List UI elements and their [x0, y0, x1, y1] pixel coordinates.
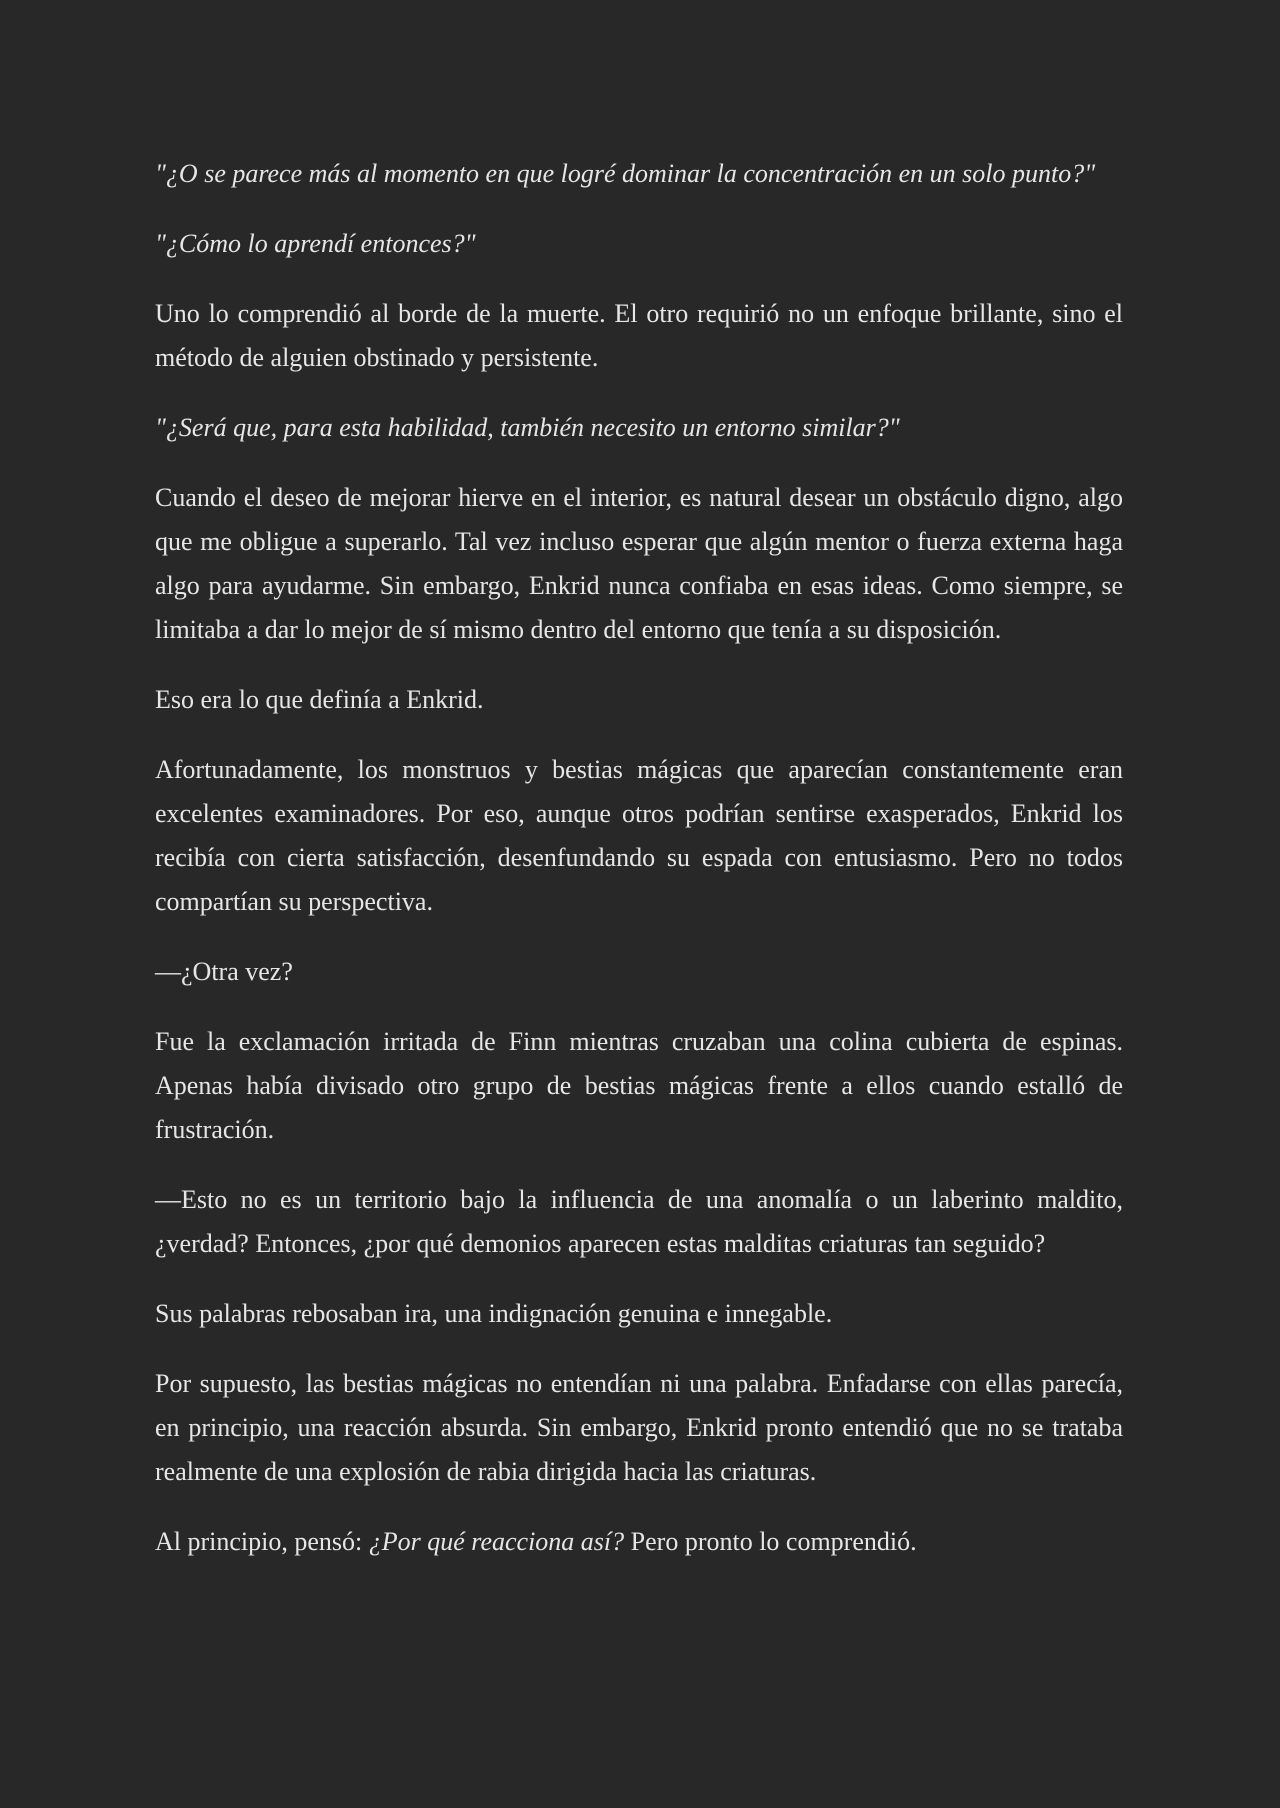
- paragraph-6: Eso era lo que definía a Enkrid.: [155, 685, 484, 714]
- paragraph-9: Fue la exclamación irritada de Finn mientras cruzaban una colina cubierta de espinas. Apenas había divisado otro grupo de bestias mágicas frente a ellos cuando estalló de frustración.: [155, 1027, 1123, 1144]
- reader-page: [155, 152, 1123, 1590]
- final-text-emphasis: ¿Por qué reacciona así?: [368, 1527, 625, 1556]
- paragraph-11: Sus palabras rebosaban ira, una indignación genuina e innegable.: [155, 1299, 833, 1328]
- paragraph-7: Afortunadamente, los monstruos y bestias mágicas que aparecían constantemente eran excelentes examinadores. Por eso, aunque otros podrían sentirse exasperados, Enkrid los recibía con cierta satisfacción, desenfundando su espada con entusiasmo. Pero no todos compartían su perspectiva.: [155, 755, 1123, 916]
- paragraph-3: Uno lo comprendió al borde de la muerte. El otro requirió no un enfoque brillante, sino el método de alguien obstinado y persistente.: [155, 299, 1123, 372]
- paragraph-thought-1: "¿O se parece más al momento en que logré dominar la concentración en un solo punto?": [155, 159, 1096, 188]
- paragraph-dialogue-2: —Esto no es un territorio bajo la influencia de una anomalía o un laberinto maldito, ¿verdad? Entonces, ¿por qué demonios aparecen estas malditas criaturas tan seguido?: [155, 1185, 1123, 1258]
- paragraph-thought-2: "¿Cómo lo aprendí entonces?": [155, 229, 476, 258]
- paragraph-dialogue-1: —¿Otra vez?: [155, 957, 293, 986]
- final-text-after: Pero pronto lo comprendió.: [624, 1527, 917, 1556]
- paragraph-thought-3: "¿Será que, para esta habilidad, también necesito un entorno similar?": [155, 413, 900, 442]
- paragraph-final: [155, 1520, 1123, 1564]
- paragraph-12: Por supuesto, las bestias mágicas no entendían ni una palabra. Enfadarse con ellas parecía, en principio, una reacción absurda. Sin embargo, Enkrid pronto entendió que no se trataba realmente de una explosión de rabia dirigida hacia las criaturas.: [155, 1369, 1123, 1486]
- paragraph-5: Cuando el deseo de mejorar hierve en el interior, es natural desear un obstáculo digno, algo que me obligue a superarlo. Tal vez incluso esperar que algún mentor o fuerza externa haga algo para ayudarme. Sin embargo, Enkrid nunca confiaba en esas ideas. Como siempre, se limitaba a dar lo mejor de sí mismo dentro del entorno que tenía a su disposición.: [155, 483, 1123, 644]
- final-text-before: Al principio, pensó:: [155, 1527, 369, 1556]
